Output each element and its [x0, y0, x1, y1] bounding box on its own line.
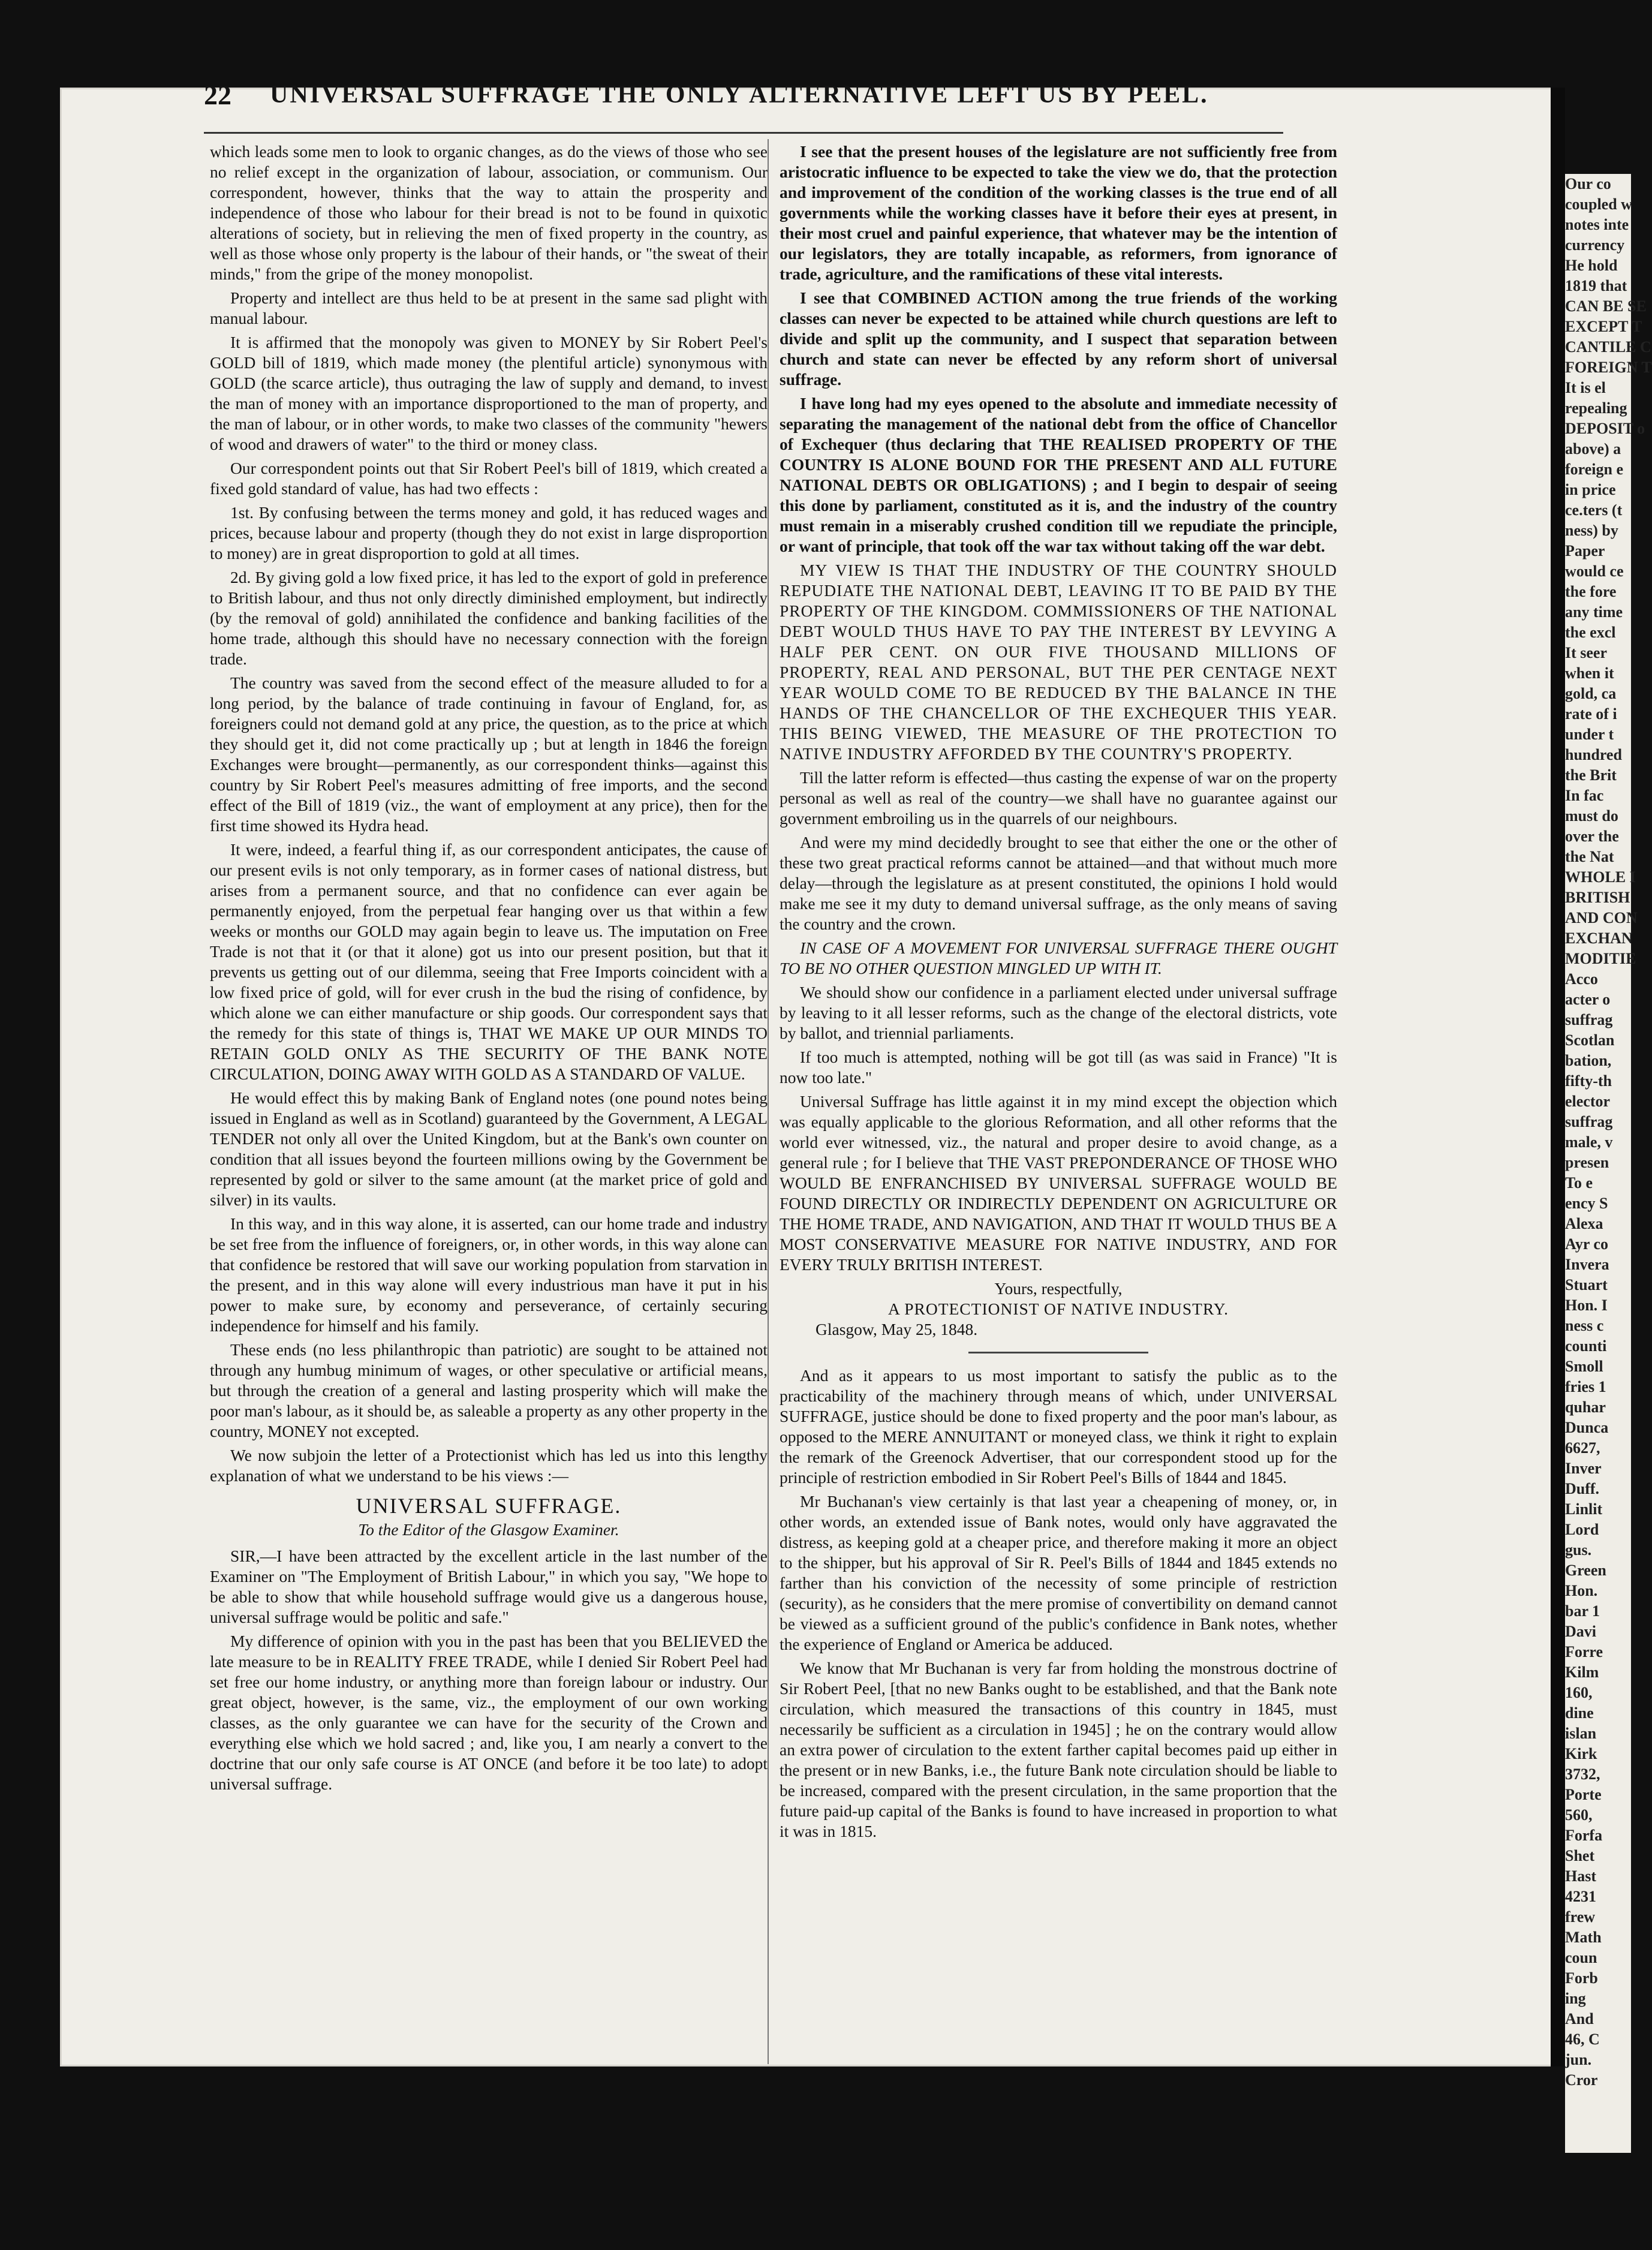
left-paragraph: These ends (no less philanthropic than patriotic) are sought to be attained not through any humbug minimum of wages, or other speculative or artificial means, but through the creation of a general and lasting prosperity which will make the poor man's labour, as it should be, as saleable a property as any other property in the country, MONEY not excepted.: [210, 1340, 768, 1440]
adjacent-page-fragment: Forre: [1565, 1643, 1603, 1661]
left-paragraph: It were, indeed, a fearful thing if, as our correspondent anticipates, the cause of our present evils is not only temporary, as in former cases of national distress, but arises from a permanent source, and that no confidence can ever again be permanently enjoyed, from the perpetual fear hanging over us that within a few weeks or months our GOLD may again begin to leave us. The imputation on Free Trade is not that it (or that it alone) got us into our present position, but that it prevents us getting out of our dilemma, seeing that Free Imports coincident with a low fixed price of gold, will for ever crush in the bud the rising of confidence, by which alone we can either manufacture or ship goods. Our correspondent says that the remedy for this state of things is, THAT WE MAKE UP OUR MINDS TO RETAIN GOLD ONLY AS THE SECURITY OF THE BANK NOTE CIRCULATION, DOING AWAY WITH GOLD AS A STANDARD OF VALUE.: [210, 840, 768, 1083]
adjacent-page-fragment: Paper: [1565, 542, 1605, 560]
adjacent-page-fragment: 6627,: [1565, 1439, 1600, 1457]
header-rule: [204, 132, 1283, 134]
adjacent-page-fragment: He hold: [1565, 257, 1618, 274]
right-paragraph: I see that the present houses of the legislature are not sufficiently free from aristocratic influence to be expected to take the view we do, that the protection and improvement of the condition of the working classes is the true end of all governments while the working classes have it before their eyes at present, in their most cruel and painful experience, that whatever may be the intention of our legislators, they are totally incapable, as reformers, from ignorance of trade, agriculture, and the ramifications of these vital interests.: [780, 142, 1337, 283]
adjacent-page-fragment: Forb: [1565, 1969, 1598, 1987]
adjacent-page-fragment: DEPOSIT o: [1565, 420, 1645, 437]
adjacent-page-fragment: presen: [1565, 1154, 1609, 1171]
adjacent-page-fragment: Hon. I: [1565, 1297, 1608, 1314]
letter-paragraph: SIR,—I have been attracted by the excellent article in the last number of the Examiner on "The Employment of British Labour," in which you say, "We hope to be able to show that while household suffrage would give us a dangerous house, universal suffrage would be politic and safe.": [210, 1547, 768, 1626]
right-after-paragraph: Mr Buchanan's view certainly is that last year a cheapening of money, or, in other words, an extended issue of Bank notes, would only have aggravated the distress, as keeping gold at a cheaper price, and therefore making it more an object to the shipper, but his approval of Sir R. Peel's Bills of 1844 and 1845 extends no farther than his conviction of the necessity of some principle of restriction (security), as he considers that the mere promise of convertibility on demand cannot be viewed as a sufficient ground of the public's confidence in Bank notes, whether the experience of England or America be adduced.: [780, 1492, 1337, 1653]
adjacent-page-fragment: It is el: [1565, 379, 1606, 396]
page-number: 22: [204, 79, 231, 110]
adjacent-page-fragment: quhar: [1565, 1398, 1606, 1416]
letter-paragraph: My difference of opinion with you in the past has been that you BELIEVED the late measure to be in REALITY FREE TRADE, while I denied Sir Robert Peel had set free our home industry, or anything more than foreign labour or industry. Our great object, however, is the same, viz., the employment of our own working classes, as the only guarantee we can have for the security of the Crown and everything else which we hold sacred ; and, like you, I am nearly a convert to the doctrine that our only safe course is AT ONCE (and before it be too late) to adopt universal suffrage.: [210, 1632, 768, 1793]
adjacent-page-fragment: Acco: [1565, 970, 1598, 988]
adjacent-page-fragment: over the: [1565, 828, 1619, 845]
left-paragraph: 2d. By giving gold a low fixed price, it has led to the export of gold in preference to British labour, and thus not only directly diminished employment, but indirectly (by the removal of gold) annihilated the confidence and banking facilities of the home trade, although this should have no necessary connection with the foreign trade.: [210, 568, 768, 668]
adjacent-page-fragment: AND CON: [1565, 909, 1638, 927]
right-paragraph: And were my mind decidedly brought to see that either the one or the other of these two great practical reforms cannot be attained—and that without much more delay—through the legislature as at present constituted, the opinions I hold would make me see it my duty to demand universal suffrage, as the only means of saving the country and the crown.: [780, 833, 1337, 933]
left-paragraph: In this way, and in this way alone, it is asserted, can our home trade and industry be set free from the influence of foreigners, or, in other words, in this way alone can that confidence be restored that will save our working population from starvation in the present, and in this way alone will every industrious man have it put in his power to make sure, by economy and perseverance, of certainly securing independence for himself and his family.: [210, 1214, 768, 1335]
adjacent-page-fragment: EXCHAN: [1565, 930, 1633, 947]
adjacent-page-fragment: repealing: [1565, 399, 1627, 417]
adjacent-page-fragment: fifty-th: [1565, 1072, 1612, 1090]
left-paragraph: The country was saved from the second effect of the measure alluded to for a long period, by the balance of trade continuing in favour of England, for, as foreigners could not demand gold at any price, the question, as to the price at which they should get it, did not come practically up ; but at length in 1846 the foreign Exchanges were brought—permanently, as our correspondent thinks—against this country by Sir Robert Peel's measures admitting of free imports, and the second effect of the Bill of 1819 (viz., the want of employment at any price), then for the first time showed its Hydra head.: [210, 673, 768, 835]
adjacent-page-fragment: Math: [1565, 1929, 1602, 1946]
adjacent-page-fragment: must do: [1565, 807, 1618, 825]
left-paragraph: Property and intellect are thus held to be at present in the same sad plight with manual labour.: [210, 288, 768, 327]
adjacent-page-fragment: the Nat: [1565, 848, 1614, 865]
adjacent-page-fragment: dine: [1565, 1704, 1594, 1722]
adjacent-page-fragment: counti: [1565, 1337, 1607, 1355]
adjacent-page-fragment: It seer: [1565, 644, 1608, 661]
adjacent-page-fragment: ness c: [1565, 1317, 1604, 1334]
letter-heading: UNIVERSAL SUFFRAGE.: [356, 1494, 622, 1518]
adjacent-page-fragment: currency: [1565, 236, 1625, 254]
adjacent-page-fragment: rate of i: [1565, 705, 1617, 723]
signature-closing: Yours, respectfully,: [994, 1279, 1123, 1298]
adjacent-page-fragment: FOREIGN T: [1565, 359, 1652, 376]
adjacent-page-fragment: WHOLE I: [1565, 868, 1636, 886]
column-divider: [768, 139, 769, 2064]
page-header: [204, 71, 1316, 119]
adjacent-page-fragment: frew: [1565, 1908, 1596, 1926]
adjacent-page-fragment: would ce: [1565, 562, 1624, 580]
adjacent-page-fragment: 560,: [1565, 1806, 1593, 1824]
adjacent-page-fragment: ing: [1565, 1990, 1586, 2007]
adjacent-page-fragment: Hon.: [1565, 1582, 1598, 1599]
adjacent-page-fragment: male, v: [1565, 1133, 1613, 1151]
adjacent-page-fragment: 46, C: [1565, 2031, 1600, 2048]
left-paragraph: which leads some men to look to organic changes, as do the views of those who see no relief except in the organization of labour, association, or communism. Our correspondent, however, thinks that the way to attain the prosperity and independence of those who labour for their bread is not to be found in quixotic alterations of society, but in relieving the men of fixed property in the country, as well as those whose only property is the labour of their hands, or "the sweat of their minds," from the gripe of the money monopolist.: [210, 142, 768, 283]
adjacent-page-fragment: 1819 that: [1565, 277, 1627, 294]
adjacent-page-fragment: 3732,: [1565, 1765, 1600, 1783]
adjacent-page-fragment: the fore: [1565, 583, 1617, 600]
adjacent-page-fragment: Stuart: [1565, 1276, 1608, 1294]
adjacent-page-fragment: Linlit: [1565, 1500, 1603, 1518]
adjacent-page-fragment: islan: [1565, 1725, 1597, 1742]
adjacent-page-fragment: suffrag: [1565, 1113, 1613, 1130]
right-paragraph: I have long had my eyes opened to the absolute and immediate necessity of separating the management of the national debt from the office of Chancellor of Exchequer (thus declaring that THE REALISED PROPERTY OF THE COUNTRY IS ALONE BOUND FOR THE PRESENT AND ALL FUTURE NATIONAL DEBTS OR OBLIGATIONS) ; and I begin to despair of seeing this done by parliament, constituted as it is, and the industry of the country must remain in a miserably crushed condition till we repudiate the principle, or want of principle, that took off the war tax without taking off the war debt.: [780, 394, 1337, 555]
adjacent-page-fragment: Green: [1565, 1562, 1606, 1579]
adjacent-page-fragment: foreign e: [1565, 461, 1623, 478]
adjacent-page-fragment: coun: [1565, 1949, 1597, 1966]
adjacent-page-fragment: the Brit: [1565, 766, 1617, 784]
right-paragraph: I see that COMBINED ACTION among the true friends of the working classes can never be expected to be attained while church questions are left to divide and split up the community, and I suspect that separation between church and state can never be effected by any reform short of universal suffrage.: [780, 288, 1337, 389]
adjacent-page-fragment: ness) by: [1565, 522, 1618, 539]
adjacent-page-fragment: In fac: [1565, 787, 1604, 804]
adjacent-page-fragment: 4231: [1565, 1888, 1596, 1905]
adjacent-page-fragment: 160,: [1565, 1684, 1593, 1701]
left-paragraph: It is affirmed that the monopoly was given to MONEY by Sir Robert Peel's GOLD bill of 1819, which made money (the plentiful article) synonymous with GOLD (the scarce article), thus outraging the law of supply and demand, to invest the man of money with an importance disproportioned to the man of property, and the man of labour, or in other words, to make two classes of the community "hewers of wood and drawers of water" to the third or money class.: [210, 333, 768, 453]
adjacent-page-fragment: EXCEPT T: [1565, 318, 1642, 335]
adjacent-page-fragment: Invera: [1565, 1256, 1609, 1273]
page-edge-shadow: [1551, 88, 1565, 2066]
adjacent-page-fragment: CANTILE C: [1565, 338, 1651, 356]
adjacent-page-fragment: suffrag: [1565, 1011, 1613, 1028]
adjacent-page-fragment: Our co: [1565, 175, 1611, 192]
adjacent-page-fragment: BRITISH: [1565, 889, 1630, 906]
adjacent-page-fragment: Lord: [1565, 1521, 1599, 1538]
left-paragraph: He would effect this by making Bank of England notes (one pound notes being issued in England as well as in Scotland) guaranteed by the Government, A LEGAL TENDER not only all over the United Kingdom, but at the Bank's own counter on condition that all issues beyond the fourteen millions owing by the Government be represented by gold or silver to the same amount (at the market price of gold and silver) in its vaults.: [210, 1088, 768, 1209]
right-paragraph: IN CASE OF A MOVEMENT FOR UNIVERSAL SUFFRAGE THERE OUGHT TO BE NO OTHER QUESTION MINGLED UP WITH IT.: [780, 938, 1337, 977]
adjacent-page-fragment: above) a: [1565, 440, 1621, 458]
section-separator: [968, 1352, 1148, 1353]
adjacent-page-fragment: jun.: [1565, 2051, 1592, 2068]
adjacent-page-fragment: MODITIE: [1565, 950, 1636, 967]
adjacent-page-fragment: CAN BE SE: [1565, 297, 1647, 315]
adjacent-page-fragment: Davi: [1565, 1623, 1596, 1640]
left-paragraph: We now subjoin the letter of a Protectionist which has led us into this lengthy explanation of what we understand to be his views :—: [210, 1446, 768, 1485]
adjacent-page-fragment: fries 1: [1565, 1378, 1606, 1395]
right-paragraph: We should show our confidence in a parliament elected under universal suffrage by leaving to it all lesser reforms, such as the change of the electoral districts, vote by ballot, and triennial parliaments.: [780, 983, 1337, 1042]
adjacent-page-fragment: acter o: [1565, 991, 1611, 1008]
adjacent-page-fragment: elector: [1565, 1093, 1611, 1110]
adjacent-page-fragment: in price: [1565, 481, 1616, 498]
right-after-paragraph: And as it appears to us most important to satisfy the public as to the practicability of the machinery through means of which, under UNIVERSAL SUFFRAGE, justice should be done to fixed property and the poor man's labour, as opposed to the MERE ANNUITANT or moneyed class, we think it right to explain the remark of the Greenock Advertiser, that our correspondent stood up for the principle of restriction embodied in Sir Robert Peel's Bills of 1844 and 1845.: [780, 1366, 1337, 1487]
adjacent-page-fragment: gold, ca: [1565, 685, 1617, 702]
running-title: UNIVERSAL SUFFRAGE THE ONLY ALTERNATIVE LEFT US BY PEEL.: [270, 81, 1209, 109]
adjacent-page-fragment: under t: [1565, 726, 1614, 743]
adjacent-page-fragment: the excl: [1565, 624, 1616, 641]
signature-place-date: Glasgow, May 25, 1848.: [816, 1320, 978, 1338]
adjacent-page-fragment: Kirk: [1565, 1745, 1597, 1762]
adjacent-page-fragment: gus.: [1565, 1541, 1592, 1559]
adjacent-page-fragment: To e: [1565, 1174, 1593, 1192]
right-after-paragraph: We know that Mr Buchanan is very far from holding the monstrous doctrine of Sir Robert Peel, [that no new Banks ought to be established, and that the Bank note circulation, which measured the transactions of this country in 1845, must necessarily be sufficient as a circulation in 1945] ; he on the contrary would allow an extra power of circulation to the extent farther capital becomes paid up either in the present or in new Banks, i.e., the future Bank note circulation should be liable to be increased, compared with the present circulation, in the same proportion that the future paid-up capital of the Banks is found to have increased in proportion to what it was in 1815.: [780, 1659, 1337, 1840]
adjacent-page-fragment: Inver: [1565, 1460, 1602, 1477]
adjacent-page-fragment: Forfa: [1565, 1827, 1603, 1844]
adjacent-page-fragment: notes inte: [1565, 216, 1629, 233]
adjacent-page-fragment: ency S: [1565, 1195, 1608, 1212]
adjacent-page-fragment: Duff.: [1565, 1480, 1600, 1497]
adjacent-page-fragment: when it: [1565, 664, 1614, 682]
adjacent-page-fragment: Ayr co: [1565, 1235, 1608, 1253]
left-column: [210, 142, 768, 2061]
adjacent-page-fragment: Hast: [1565, 1867, 1596, 1885]
adjacent-page-fragment: hundred: [1565, 746, 1622, 763]
adjacent-page-fragment: Shet: [1565, 1847, 1595, 1864]
adjacent-page-fragment: any time: [1565, 603, 1623, 621]
adjacent-page-fragment: bar 1: [1565, 1602, 1600, 1620]
adjacent-page-fragment: Porte: [1565, 1786, 1602, 1803]
letter-subheading: To the Editor of the Glasgow Examiner.: [358, 1520, 619, 1539]
adjacent-page-fragment: Scotlan: [1565, 1031, 1615, 1049]
right-paragraph: If too much is attempted, nothing will be got till (as was said in France) "It is now too late.": [780, 1048, 1337, 1087]
adjacent-page-fragment: And: [1565, 2010, 1594, 2028]
left-paragraph: Our correspondent points out that Sir Robert Peel's bill of 1819, which created a fixed gold standard of value, has had two effects :: [210, 459, 768, 498]
left-paragraph: 1st. By confusing between the terms money and gold, it has reduced wages and prices, because labour and property (though they do not exist in large disproportion to money) are in great disproportion to gold at all times.: [210, 503, 768, 562]
adjacent-page-strip: [1565, 174, 1652, 2153]
signature-name: A PROTECTIONIST OF NATIVE INDUSTRY.: [888, 1300, 1229, 1318]
adjacent-page-fragment: Cror: [1565, 2071, 1598, 2089]
adjacent-page-fragment: bation,: [1565, 1052, 1612, 1069]
adjacent-page-fragment: ce.ters (t: [1565, 501, 1623, 519]
adjacent-page-fragment: Alexa: [1565, 1215, 1603, 1232]
right-column: [780, 142, 1337, 2061]
adjacent-page-fragment: Smoll: [1565, 1358, 1603, 1375]
right-paragraph: Till the latter reform is effected—thus casting the expense of war on the property personal as well as real of the country—we shall have no guarantee against our government embroiling us in the quarrels of our neighbours.: [780, 768, 1337, 828]
right-paragraph: Universal Suffrage has little against it in my mind except the objection which was equally applicable to the glorious Reformation, and all other reforms that the world ever witnessed, viz., the natural and proper desire to avoid change, as a general rule ; for I believe that THE VAST PREPONDERANCE OF THOSE WHO WOULD BE ENFRANCHISED BY UNIVERSAL SUFFRAGE WOULD BE FOUND DIRECTLY OR INDIRECTLY DEPENDENT ON AGRICULTURE OR THE HOME TRADE, AND NAVIGATION, AND THAT IT WOULD THUS BE A MOST CONSERVATIVE MEASURE FOR NATIVE INDUSTRY, AND FOR EVERY TRULY BRITISH INTEREST.: [780, 1092, 1337, 1274]
right-paragraph: MY VIEW IS THAT THE INDUSTRY OF THE COUNTRY SHOULD REPUDIATE THE NATIONAL DEBT, LEAVING IT TO BE PAID BY THE PROPERTY OF THE KINGDOM. COMMISSIONERS OF THE NATIONAL DEBT WOULD THUS HAVE TO PAY THE INTEREST BY LEVYING A HALF PER CENT. ON OUR FIVE THOUSAND MILLIONS OF PROPERTY, REAL AND PERSONAL, BUT THE PER CENTAGE NEXT YEAR WOULD COME TO BE REDUCED BY THE BALANCE IN THE HANDS OF THE CHANCELLOR OF THE EXCHEQUER THIS YEAR. THIS BEING VIEWED, THE MEASURE OF THE PROTECTION TO NATIVE INDUSTRY AFFORDED BY THE COUNTRY'S PROPERTY.: [780, 561, 1337, 763]
adjacent-page-fragment: coupled w: [1565, 195, 1632, 213]
adjacent-page-fragment: Kilm: [1565, 1664, 1599, 1681]
adjacent-page-fragment: Dunca: [1565, 1419, 1609, 1436]
